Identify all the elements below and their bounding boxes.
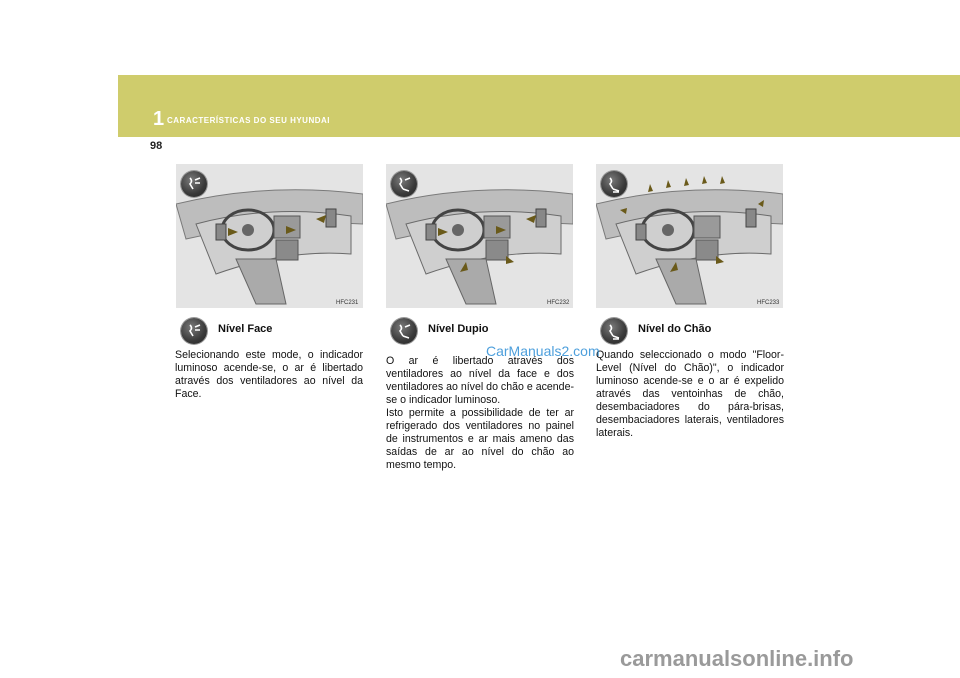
dashboard-photo-bi-level [386, 164, 573, 308]
section-title: Nível do Chão [638, 323, 712, 335]
watermark-link[interactable]: CarManuals2.com [486, 343, 600, 359]
section-text: O ar é libertado através dos ventiladores ao nível da face e dos ventiladores ao nível do chão e acende-se o indicador luminoso. Isto permite a possibilidade de ter ar refrigerado dos ventiladores no painel de instrumentos e ar mais ameno das saídas de ar ao nível do chão ao mesmo tempo. [386, 355, 574, 471]
section-title: Nível Face [218, 323, 273, 335]
header-band [118, 75, 960, 137]
section-title: Nível Dupio [428, 323, 489, 335]
bi-level-mode-icon [391, 318, 417, 344]
dashboard-photo-face [176, 164, 363, 308]
floor-vent-icon [601, 171, 627, 197]
photo-code: HFC233 [757, 300, 780, 306]
dashboard-photo-floor [596, 164, 783, 308]
face-vent-icon [181, 171, 207, 197]
chapter-title: CARACTERÍSTICAS DO SEU HYUNDAI [167, 116, 331, 125]
watermark-footer: carmanualsonline.info [620, 646, 854, 671]
photo-code: HFC231 [336, 300, 359, 306]
photo-code: HFC232 [547, 300, 570, 306]
face-mode-icon [181, 318, 207, 344]
bi-level-vent-icon [391, 171, 417, 197]
floor-mode-icon [601, 318, 627, 344]
page-number: 98 [150, 140, 163, 152]
section-text: Quando seleccionado o modo "Floor-Level (Nível do Chão)", o indicador luminoso acende-se e o ar é expelido através das ventoinhas de chão, desembaciadores do pára-brisas, desembaciadores laterais, ventiladores laterais. [596, 349, 784, 439]
section-text: Selecionando este mode, o indicador luminoso acende-se, o ar é libertado através dos ventiladores ao nível da Face. [175, 349, 363, 400]
chapter-number: 1 [153, 108, 165, 130]
